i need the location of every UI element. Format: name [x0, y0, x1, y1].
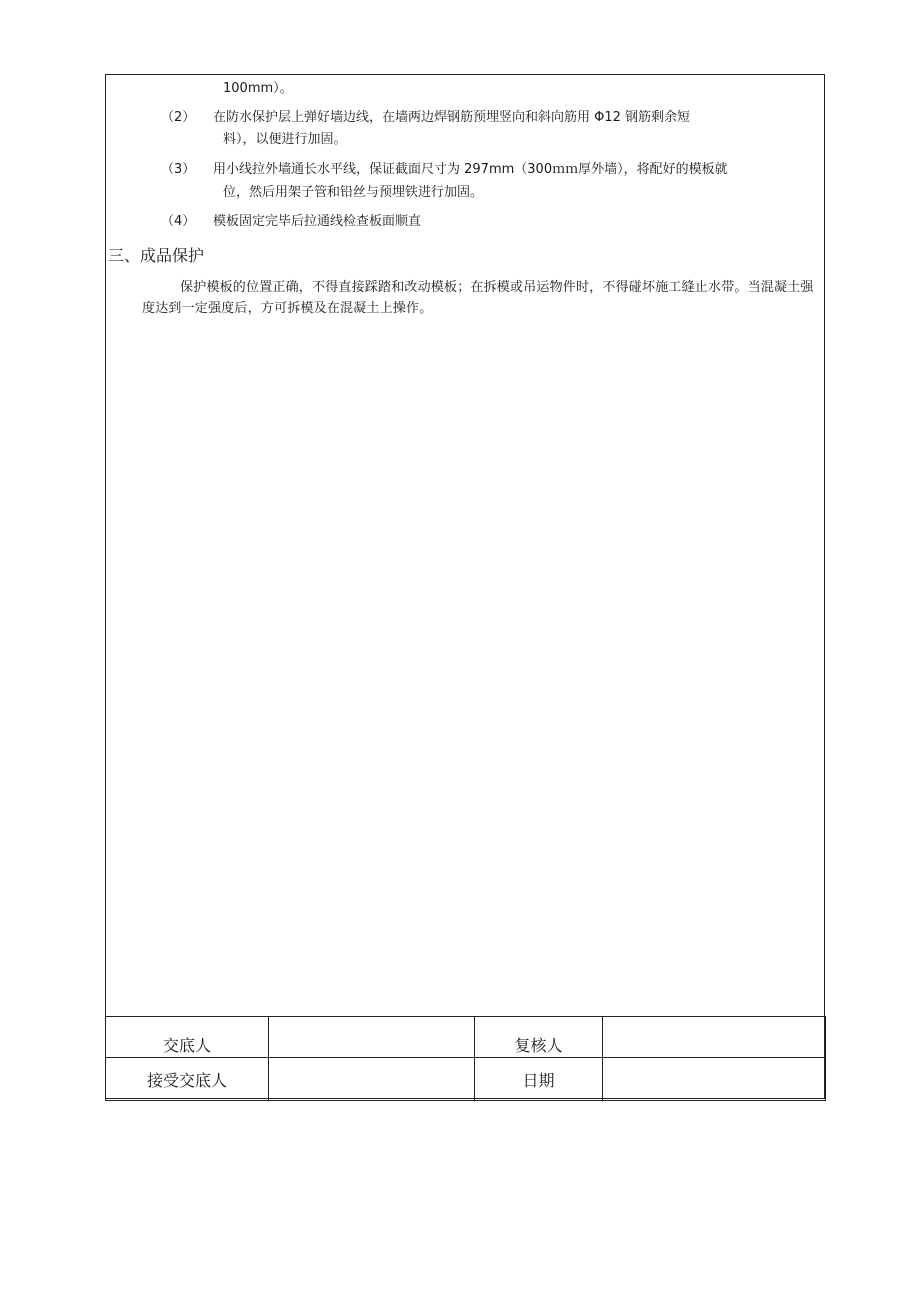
signature-table — [105, 1016, 826, 1101]
receiver-value-cell[interactable] — [269, 1058, 475, 1101]
item-2-line-1: 在防水保护层上弹好墙边线，在墙两边焊钢筋预埋竖向和斜向筋用 Φ12 钢筋剩余短 — [213, 110, 691, 125]
reviewer-label: 复核人 — [475, 1017, 603, 1058]
reviewer-value-cell[interactable] — [603, 1017, 826, 1058]
item-3-line-1: 用小线拉外墙通长水平线，保证截面尺寸为 297mm（300ｍｍ厚外墙），将配好的模板就 — [213, 162, 728, 177]
item-2-line-2: 料），以便进行加固。 — [223, 132, 347, 147]
content-area — [106, 75, 824, 1017]
item-4-line-1: 模板固定完毕后拉通线检查板面顺直 — [213, 214, 422, 229]
continuation-line: 100mm）。 — [223, 81, 293, 96]
signature-row-1 — [106, 1017, 826, 1058]
protection-paragraph: 保护模板的位置正确，不得直接踩踏和改动模板；在拆模或吊运物件时，不得碰坏施工缝止水带。当混凝土强度达到一定强度后，方可拆模及在混凝土上操作。 — [142, 280, 814, 316]
item-3-line-2: 位，然后用架子管和铅丝与预埋铁进行加固。 — [223, 185, 484, 200]
item-number-2: （2） — [161, 110, 196, 125]
date-label: 日期 — [475, 1058, 603, 1101]
item-number-4: （4） — [161, 214, 196, 229]
signature-row-2 — [106, 1058, 826, 1101]
date-value-cell[interactable] — [603, 1058, 826, 1101]
handover-label: 交底人 — [106, 1017, 269, 1058]
document-frame — [105, 74, 825, 1099]
item-number-3: （3） — [161, 162, 196, 177]
handover-value-cell[interactable] — [269, 1017, 475, 1058]
receiver-label: 接受交底人 — [106, 1058, 269, 1101]
section-heading: 三、成品保护 — [108, 246, 205, 265]
